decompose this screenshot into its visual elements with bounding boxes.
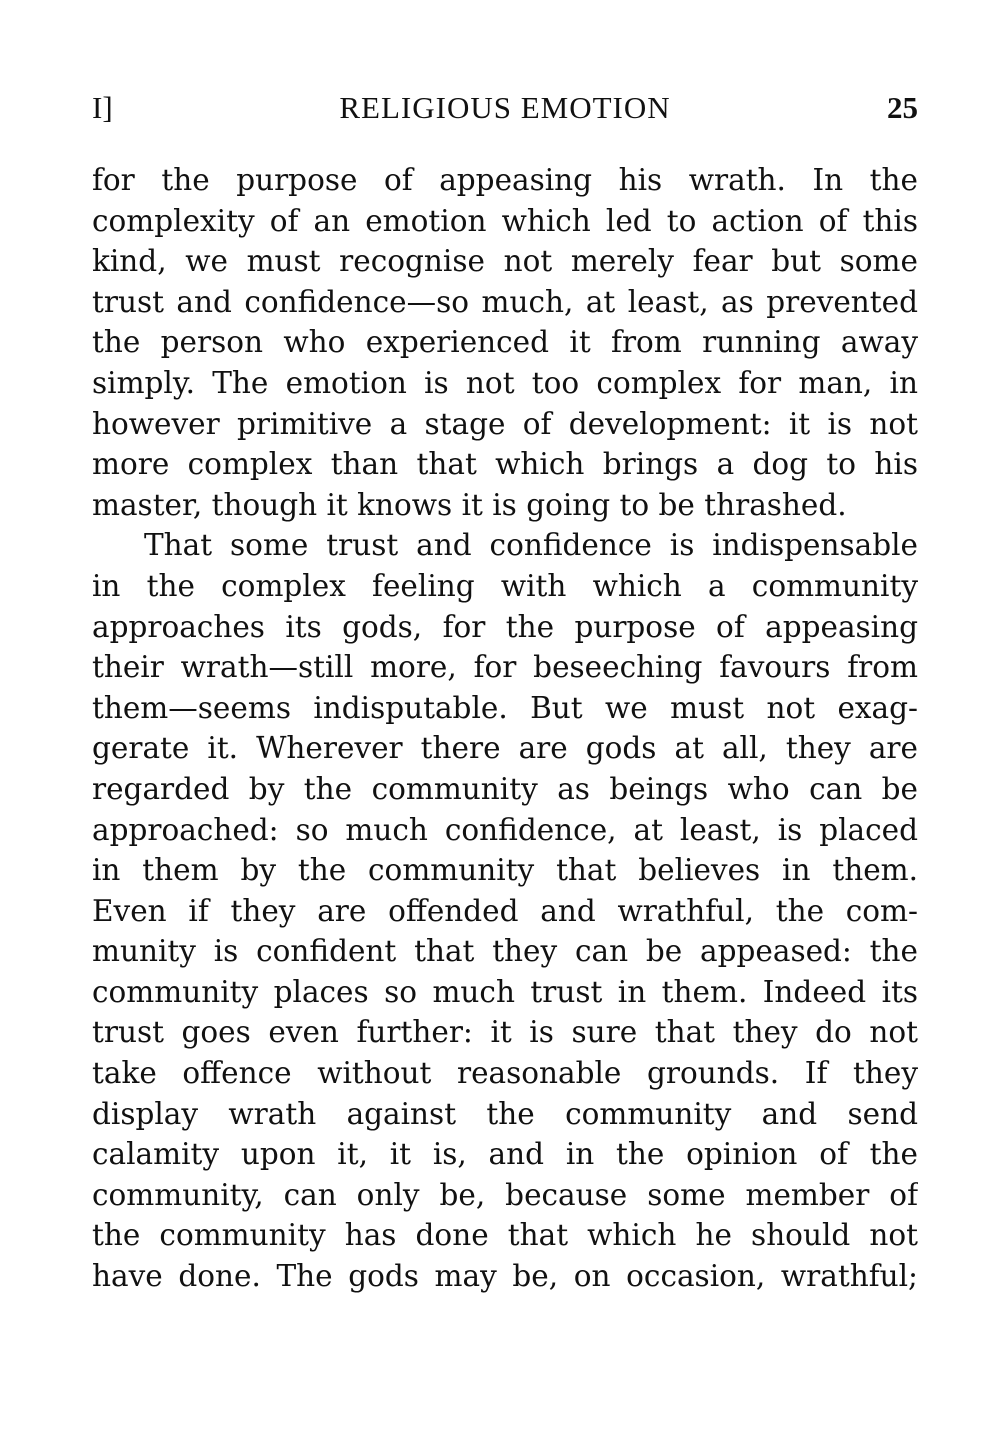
text-line: Even if they are offended and wrathful, the com- bbox=[92, 893, 918, 928]
text-line: gerate it. Wherever there are gods at all, they are bbox=[92, 731, 918, 766]
text-line: trust goes even further: it is sure that they do not bbox=[92, 1015, 918, 1050]
text-line: trust and confidence—so much, at least, as prevented bbox=[92, 284, 918, 319]
text-line: regarded by the community as beings who can be bbox=[92, 771, 918, 806]
text-line: more complex than that which brings a dog to his bbox=[92, 447, 918, 482]
page-number: 25 bbox=[887, 90, 918, 125]
text-line: approaches its gods, for the purpose of appeasing bbox=[92, 609, 918, 644]
text-line: for the purpose of appeasing his wrath. In the bbox=[92, 163, 918, 197]
text-line: munity is confident that they can be appeased: the bbox=[92, 934, 918, 969]
text-line: them—seems indisputable. But we must not exag- bbox=[92, 690, 918, 725]
text-line: simply. The emotion is not too complex for man, in bbox=[92, 365, 918, 400]
text-line: approached: so much confidence, at least, is placed bbox=[92, 812, 918, 847]
chapter-number: I] bbox=[92, 90, 113, 125]
text-line: however primitive a stage of development: it is not bbox=[92, 406, 918, 441]
text-line: in the complex feeling with which a community bbox=[92, 568, 918, 603]
text-line: the community has done that which he should not bbox=[92, 1218, 918, 1253]
text-line: master, though it knows it is going to be thrashed. bbox=[92, 487, 847, 522]
text-line: the person who experienced it from running away bbox=[92, 325, 918, 360]
text-line: in them by the community that believes in them. bbox=[92, 853, 918, 888]
text-line: have done. The gods may be, on occasion, wrathful; bbox=[92, 1259, 918, 1294]
text-line: display wrath against the community and send bbox=[92, 1096, 918, 1131]
text-line: complexity of an emotion which led to action of this bbox=[92, 203, 918, 238]
text-line: community, can only be, because some member of bbox=[92, 1177, 918, 1212]
running-title: RELIGIOUS EMOTION bbox=[339, 90, 671, 125]
text-line: That some trust and confidence is indispensable bbox=[144, 528, 918, 563]
text-line: their wrath—still more, for beseeching favours from bbox=[92, 650, 918, 685]
text-line: take offence without reasonable grounds. If they bbox=[92, 1056, 918, 1091]
body-text bbox=[92, 160, 918, 1297]
running-header bbox=[92, 86, 918, 130]
text-line: kind, we must recognise not merely fear but some bbox=[92, 244, 918, 279]
text-line: calamity upon it, it is, and in the opinion of the bbox=[92, 1137, 918, 1172]
text-line: community places so much trust in them. Indeed its bbox=[92, 974, 918, 1009]
